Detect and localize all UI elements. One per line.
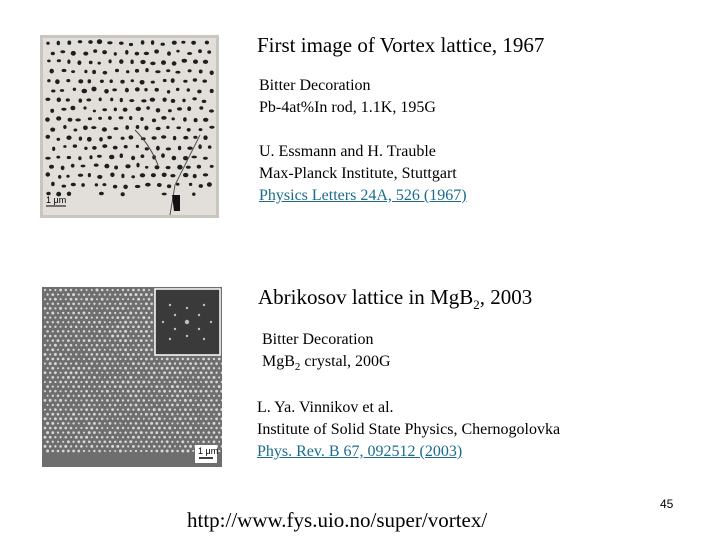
section1-details [259, 75, 436, 119]
section1-method: Bitter Decoration [259, 77, 371, 94]
section1-reference-link[interactable]: Physics Letters 24A, 526 (1967) [259, 187, 467, 204]
section2-title [258, 285, 532, 313]
scale-bar-2003 [195, 445, 218, 463]
section2-authors: L. Ya. Vinnikov et al. [257, 399, 394, 416]
vortex-lattice-1967-image [40, 35, 219, 218]
svg-text:1 μm: 1 μm [46, 195, 67, 205]
scale-bar-1967 [46, 195, 66, 206]
section2-sample-element: B [284, 353, 295, 370]
section2-method: Bitter Decoration [262, 331, 374, 348]
svg-text:1 μm: 1 μm [198, 446, 219, 456]
section2-details [262, 329, 391, 378]
section2-reference-link[interactable]: Phys. Rev. B 67, 092512 (2003) [257, 443, 463, 460]
section2-institute: Institute of Solid State Physics, Chernogolovka [257, 421, 561, 438]
section2-citation [257, 397, 560, 463]
section2-sample [262, 351, 391, 378]
page-number: 45 [660, 497, 674, 511]
footer-url[interactable]: http://www.fys.uio.no/super/vortex/ [187, 508, 488, 532]
section1-sample: Pb-4at%In rod, 1.1K, 195G [259, 99, 436, 116]
section2-title-element: B [459, 285, 474, 309]
section1-institute: Max-Planck Institute, Stuttgart [259, 165, 457, 182]
section2-sample-subscript: 2 [294, 361, 301, 374]
section2-sample-rest: crystal, 200G [300, 353, 391, 370]
mgb2-lattice-2003-image [42, 287, 222, 467]
inset-fft-image [155, 289, 220, 355]
section2-title-subscript: 2 [473, 297, 480, 313]
section1-title: First image of Vortex lattice, 1967 [257, 33, 545, 57]
section1-citation [259, 141, 467, 207]
section2-title-year: , 2003 [479, 285, 533, 309]
section2-sample-text: Mg [262, 353, 285, 370]
section2-title-text: Abrikosov lattice in Mg [258, 285, 460, 309]
section1-authors: U. Essmann and H. Trauble [259, 143, 436, 160]
